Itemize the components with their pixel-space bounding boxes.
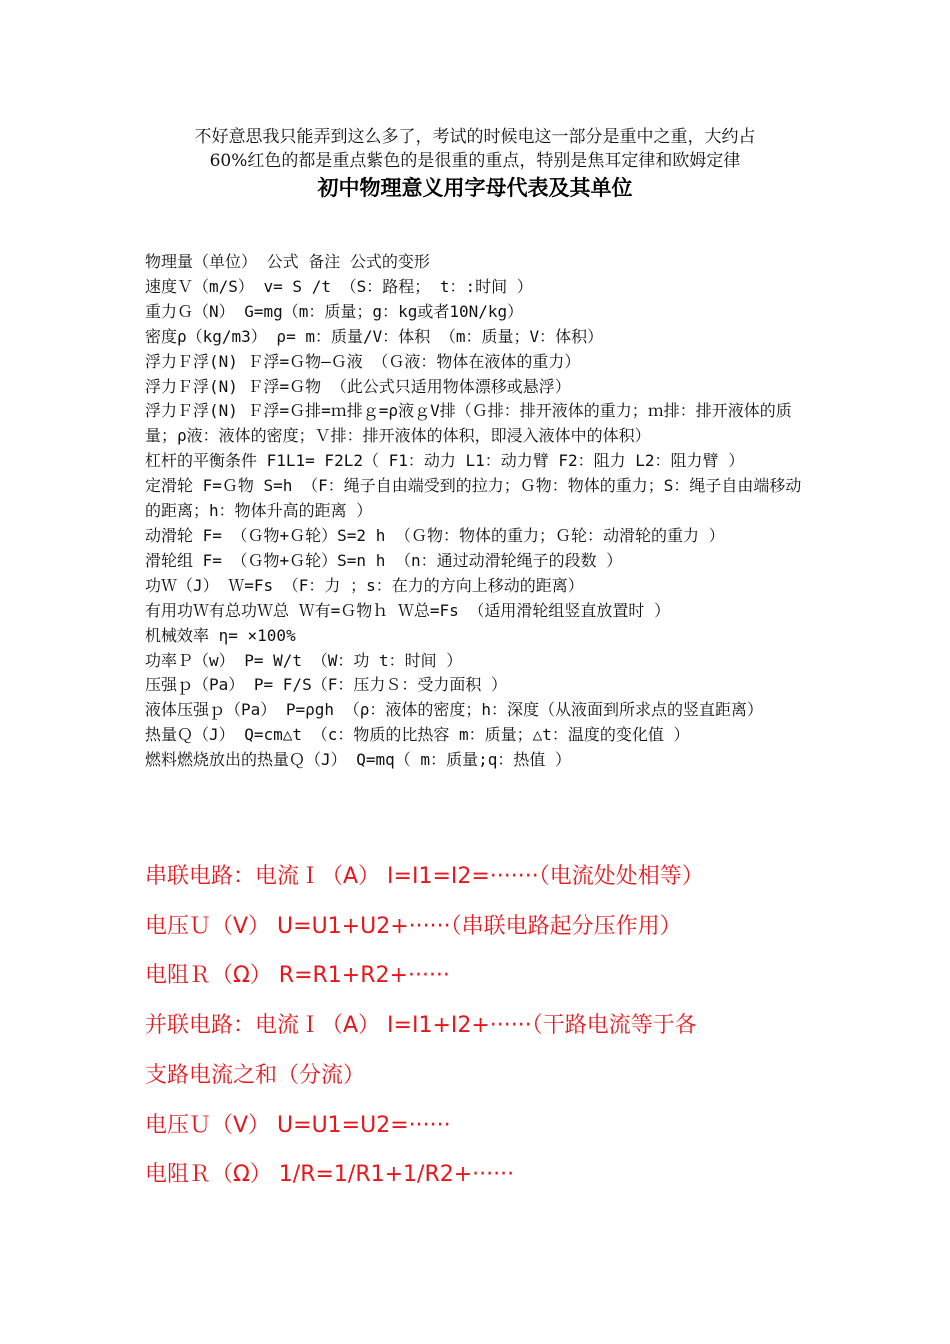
circuit-formulas [145,852,810,1200]
formula-line-fuel-heat: 燃料燃烧放出的热量Ｑ（J） Q=mq（ m：质量;q：热值 ） [145,750,571,770]
formula-list [145,250,810,773]
formula-line-pulley-block: 滑轮组 F= （Ｇ物+Ｇ轮）S=n h （n：通过动滑轮绳子的段数 ） [145,550,623,570]
formula-line-velocity: 速度Ｖ（m/S） v= S /t （S：路程； t：:时间 ） [145,276,533,296]
parallel-voltage-line: 电压Ｕ（V） U=U1=U2=······ [145,1112,451,1138]
formula-line-header: 物理量（单位） 公式 备注 公式的变形 [145,252,430,271]
formula-line-density: 密度ρ（kg/m3） ρ= m：质量/V：体积 （m：质量；V：体积） [145,326,604,346]
formula-line-power: 功率Ｐ（w） P= W/t （W：功 t：时间 ） [145,650,463,670]
formula-line-movable-pulley: 动滑轮 F= （Ｇ物+Ｇ轮）S=2 h （Ｇ物：物体的重力；Ｇ轮：动滑轮的重力 ） [145,525,725,545]
parallel-current-line-cont: 支路电流之和（分流） [145,1062,366,1088]
formula-line-fixed-pulley: 定滑轮 F=Ｇ物 S=h （F：绳子自由端受到的拉力；Ｇ物：物体的重力；S：绳子自由端移动的距离；h：物体升高的距离 ） [145,476,802,521]
intro-line-1: 不好意思我只能弄到这么多了，考试的时候电这一部分是重中之重，大约占 [194,127,756,147]
formula-line-liquid-pressure: 液体压强ｐ（Pa） P=ρgh （ρ：液体的密度；h：深度（从液面到所求点的竖直距离） [145,700,763,720]
formula-line-buoyancy-1: 浮力Ｆ浮(N) Ｆ浮=Ｇ物—Ｇ液 （Ｇ液：物体在液体的重力） [145,351,581,371]
formula-line-buoyancy-2: 浮力Ｆ浮(N) Ｆ浮=Ｇ物 （此公式只适用物体漂移或悬浮） [145,376,571,396]
formula-line-useful-work: 有用功Ｗ有总功Ｗ总 Ｗ有=Ｇ物ｈ Ｗ总=Fs （适用滑轮组竖直放置时 ） [145,600,671,620]
series-current-line: 串联电路：电流Ｉ（A） I=I1=I2=·······（电流处处相等） [145,864,704,889]
series-resistance-line: 电阻Ｒ（Ω） R=R1+R2+······ [145,963,450,989]
formula-line-pressure: 压强ｐ（Pa） P= F/S（F：压力Ｓ：受力面积 ） [145,675,507,695]
formula-line-efficiency: 机械效率 η= ×100% [145,625,296,645]
intro-line-2: 60%红色的都是重点紫色的是很重的重点，特别是焦耳定律和欧姆定律 [209,151,741,171]
formula-line-gravity: 重力Ｇ（N） G=mg（m：质量；g：kg或者10N/kg） [145,301,524,321]
parallel-current-line: 并联电路：电流Ｉ（A） I=I1+I2+······（干路电流等于各 [145,1013,697,1039]
formula-line-lever: 杠杆的平衡条件 F1L1= F2L2（ F1：动力 L1：动力臂 F2：阻力 L2：阻力臂 ） [145,451,745,471]
formula-line-work: 功Ｗ（J） Ｗ=Fs （F：力 ；s：在力的方向上移动的距离） [145,575,584,595]
document-title: 初中物理意义用字母代表及其单位 [317,176,633,200]
parallel-resistance-line: 电阻Ｒ（Ω） 1/R=1/R1+1/R2+······ [145,1162,515,1188]
formula-line-heat: 热量Ｑ（J） Q=cm△t （c：物质的比热容 m：质量；△t：温度的变化值 ） [145,725,690,745]
formula-line-buoyancy-3: 浮力Ｆ浮(N) Ｆ浮=Ｇ排=ｍ排ｇ=ρ液ｇV排（Ｇ排：排开液体的重力；ｍ排：排开液体的质量；ρ液：液体的密度；Ｖ排：排开液体的体积，即浸入液体中的体积） [145,401,792,446]
series-voltage-line: 电压Ｕ（V） U=U1+U2+······（串联电路起分压作用） [145,913,682,939]
